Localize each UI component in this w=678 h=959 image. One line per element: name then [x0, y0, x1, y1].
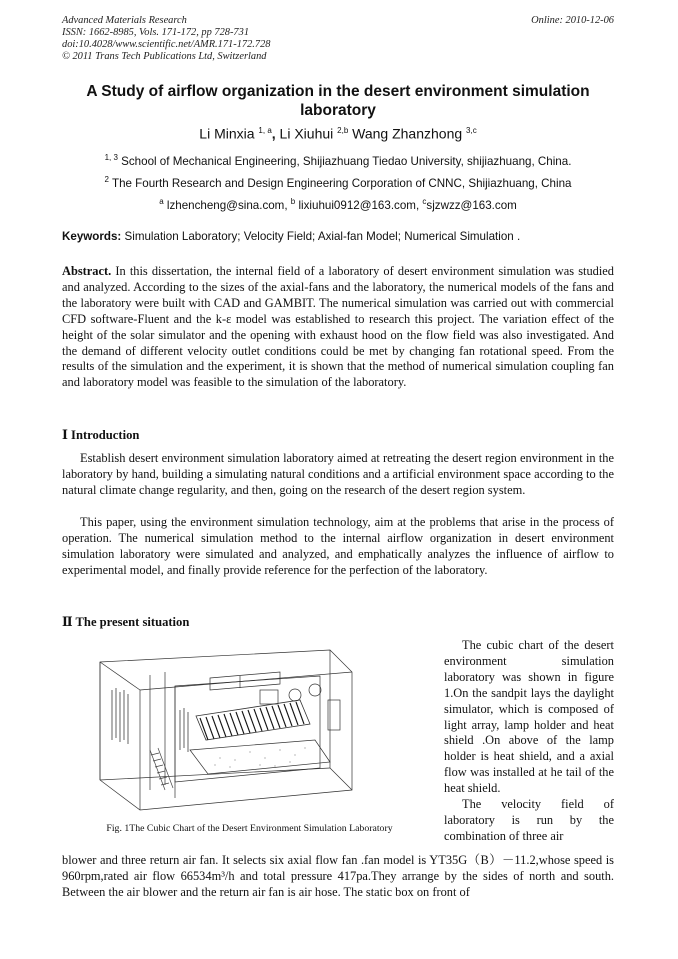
section-2-heading: Ⅱ The present situation [62, 615, 190, 629]
keywords-text: Simulation Laboratory; Velocity Field; Axial-fan Model; Numerical Simulation . [124, 230, 521, 243]
paper-title: A Study of airflow organization in the desert environment simulation laboratory [86, 83, 590, 119]
email-a-sup: a [159, 197, 164, 206]
keywords-label: Keywords: [62, 230, 122, 243]
email-b-sup: b [290, 197, 296, 206]
section-2-bottom-text: blower and three return air fan. It selects six axial flow fan .fan model is YT35G（B）－11.2,whose speed is 960rpm,rated air flow 66534m³/h and total pressure 417pa.They arrange by the sides of north and south. Between the air blower and the return air fan is air hose. The static box on front of [62, 853, 614, 899]
affiliation-1 [62, 151, 614, 169]
affiliation-2-text: The Fourth Research and Design Engineering Corporation of CNNC, Shijiazhuang, China [111, 176, 572, 190]
author-list [62, 122, 614, 143]
author-3: Wang Zhanzhong [352, 125, 463, 142]
abstract [62, 264, 614, 391]
abstract-text: In this dissertation, the internal field of a laboratory of desert environment simulation was studied and analyzed. According to the sizes of the axial-fans and the laboratory, the numerical models of the fans and the laboratory were built with CAD and GAMBIT. The numerical simulation was carried out with commercial CFD software-Fluent and the k-ε model was established to research this project. The variation effect of the height of the solar simulator and the opening with exhaust hood on the flow field was also investigated. And the demand of different velocity outlet conditions could be met by changing fan rotational speed. From the results of the simulation and the experiment, it is shown that the method of numerical simulation coupling fan and laboratory model was feasible to the simulation of the laboratory. [62, 264, 614, 390]
email-line [62, 195, 614, 213]
section-1-heading: Ⅰ Introduction [62, 428, 140, 442]
copyright-line: © 2011 Trans Tech Publications Ltd, Switzerland [62, 51, 267, 62]
affiliation-1-text: School of Mechanical Engineering, Shijiazhuang Tiedao University, shijiazhuang, China. [121, 154, 572, 168]
email-c[interactable]: sjzwzz@163.com [426, 198, 517, 212]
email-b[interactable]: lixiuhui0912@163.com, [298, 198, 420, 212]
section-1-para-2: This paper, using the environment simulation technology, aim at the problems that arise in the process of operation. The numerical simulation method to the internal airflow organization in desert environment simulation laboratory were simulated and analyzed, and emphatically analyzes the influence of airflow to experimental model, and finally provide reference for the perfection of the laboratory. [62, 515, 614, 577]
doi-line[interactable]: doi:10.4028/www.scientific.net/AMR.171-172.728 [62, 39, 271, 50]
figure-1-caption: Fig. 1The Cubic Chart of the Desert Environment Simulation Laboratory [106, 823, 393, 834]
author-1-sup: 1, a [258, 126, 272, 135]
section-2-right-para-1: The cubic chart of the desert environment simulation laboratory was shown in figure 1.On the sandpit lays the daylight simulator, which is composed of light array, lamp holder and heat shield .On above of the lamp holder is heat shield, and a axial flow was installed at he tail of the heat shield. [444, 638, 614, 796]
section-1-para-1: Establish desert environment simulation laboratory aimed at retreating the desert region environment in the laboratory by hand, building a simulating natural conditions and a artificial environment space according to the natural climate change regularity, and then, going on the research of the desert region system. [62, 451, 614, 497]
affiliation-2-sup: 2 [104, 175, 109, 184]
affiliation-1-sup: 1, 3 [104, 153, 118, 162]
email-a[interactable]: lzhencheng@sina.com, [166, 198, 288, 212]
journal-header [62, 15, 270, 63]
journal-name: Advanced Materials Research [62, 15, 187, 26]
author-separator: , [271, 125, 276, 142]
affiliation-2 [62, 173, 614, 191]
author-1: Li Minxia [199, 125, 255, 142]
section-2-right-column [444, 638, 614, 845]
author-3-sup: 3,c [466, 126, 477, 135]
issn-line: ISSN: 1662-8985, Vols. 171-172, pp 728-731 [62, 27, 250, 38]
online-date: Online: 2010-12-06 [531, 15, 614, 26]
keywords [62, 230, 614, 244]
email-c-sup: c [422, 197, 427, 206]
laboratory-cubic-chart [90, 640, 430, 815]
author-2-sup: 2,b [337, 126, 349, 135]
author-2: Li Xiuhui [279, 125, 334, 142]
section-2-right-para-2: The velocity field of laboratory is run by the combination of three air [444, 797, 614, 843]
abstract-label: Abstract. [62, 264, 112, 278]
